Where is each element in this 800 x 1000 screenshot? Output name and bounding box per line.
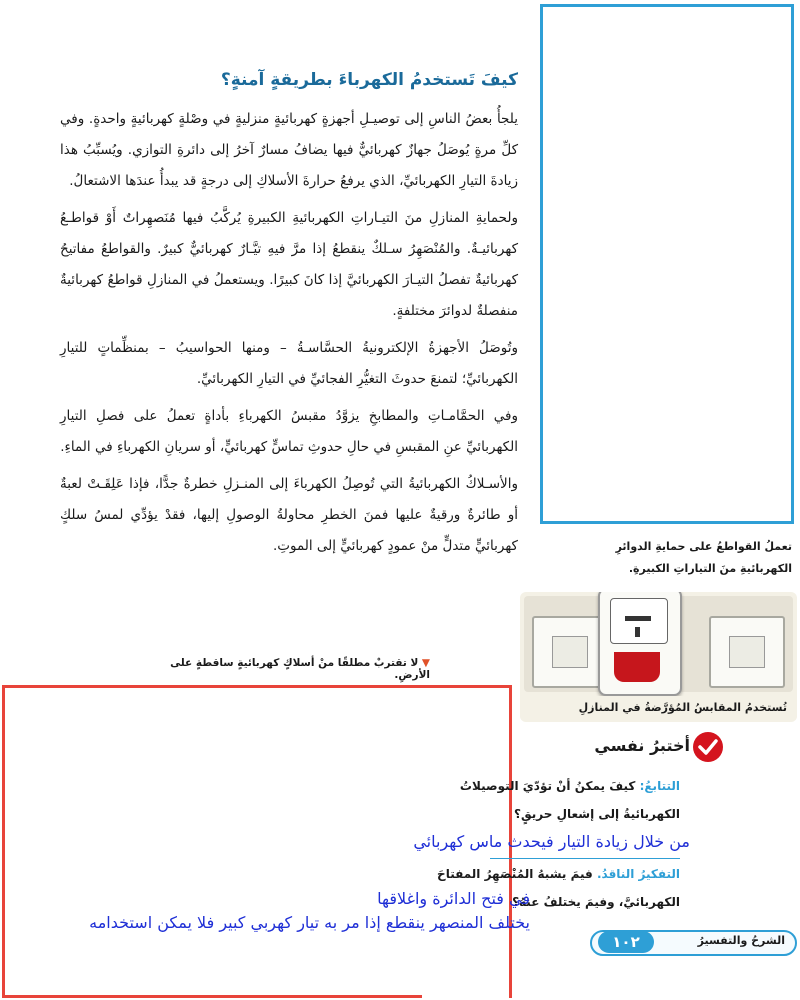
question-2-line-2: الكهربائيَّ، وفيمَ يختلفُ عنهُ؟ [512,895,680,909]
figure-caption-line-2: الكهربائيةِ منَ التياراتِ الكبيرةِ. [628,562,792,575]
section-heading: كيفَ تَستخدمُ الكهرباءَ بطريقةٍ آمنةٍ؟ [220,70,518,90]
grounded-sockets-photo [520,592,797,722]
paragraph-4: وفي الحمَّامـاتِ والمطابخِ يزوَّدُ مقبسُ الكهرباءِ بأداةٍ تعملُ على فصلِ التيارِ الكهربائيِّ عنِ المقبسِ في حالِ حدوثِ تماسٍّ كهربائيٍّ، أو سريانِ الكهرباءِ في الماءِ. [60,408,518,455]
warning-text: لا تقتربْ مطلقًا منْ أسلاكٍ كهربائيةٍ ساقطةٍ على الأرضِ. [170,657,430,681]
article-column [60,58,518,568]
answer-2-line-2-handwritten: يختلف المنصهر ينقطع إذا مر به تيار كهربي كبير فلا يمكن استخدامه [89,913,530,932]
question-1-label: التتابعُ: [639,779,680,793]
page-number: ١٠٢ [598,931,654,953]
paragraph-2: ولحمايةِ المنازلِ منَ التيـاراتِ الكهربائيةِ الكبيرةِ يُركَّبُ فيها مُنَصهِراتٌ أَوْ قواطـعُ كهربائيـةٌ. والمُنْصَهِرُ سـلكٌ ينقطعُ إذا مرَّ فيهِ تيَّـارٌ كهربائيٌّ كبيرٌ. والقواطعُ مفاتيحُ كهربائيةٌ تفصلُ التيـارَ الكهربائيَّ إذا كانَ كبيرًا. ويستعملُ في المنازلِ قواطعُ كهربائيةٌ منفصلةٌ لدوائرَ مختلفةٍ. [60,210,518,319]
paragraph-5: والأسـلاكُ الكهربائيةُ التي تُوصِلُ الكهرباءَ إلى المنـزلِ خطرةٌ جدًّا، فإذا عَلِقَـتْ لعبةٌ أو طائرةٌ ورقيةٌ عليها فمنَ الخطرِ محاولةُ الوصولِ إليها، فقدْ يؤدِّي لمسُ سلكٍ كهربائيٍّ متدلٍّ منْ عمودٍ كهربائيٍّ إلى الموتِ. [60,476,518,554]
self-test-title: أختبرُ نفسي [594,736,690,755]
sockets-image [524,596,793,692]
answer-divider [490,858,680,859]
question-2-line-1: فيمَ يشبهُ المُنْصَهِرُ المفتاحَ [437,867,593,881]
adapter-plug-icon [598,592,682,696]
question-1-line-1: كيفَ يمكنُ أنْ تؤدّيَ التوصيلاتُ [459,779,636,793]
footer-section-label: الشرحُ والتفسيرُ [697,934,785,947]
figure-caption [540,536,792,580]
paragraph-1: يلجأُ بعضُ الناسِ إلى توصيـلِ أجهزةٍ كهربائيةٍ منزليةٍ في وصْلةٍ كهربائيةٍ واحدةٍ. وفي كلِّ مرةٍ يُوصَلُ جهازٌ كهربائيٌّ فيها يضافُ مسارٌ آخرُ إلى دائرةِ التوازي. ويُسبِّبُ هذا زيادةَ التيارِ الكهربائيِّ، الذي يرفعُ حرارةَ الأسلاكِ إلى درجةٍ قد يبدأُ عندَها الاشتعالُ. [60,111,518,189]
question-1-line-2: الكهربائيةُ إلى إشعالِ حريقٍ؟ [514,807,680,821]
figure-caption-line-1: تعملُ القواطعُ على حمايةِ الدوائرِ [615,540,792,553]
answer-1-handwritten: من خلال زيادة التيار فيحدث ماس كهربائي [413,832,690,851]
answer-2-line-1-handwritten: في فتح الدائرة واغلاقها [377,889,530,908]
wall-socket-icon [709,616,785,688]
question-2-label: التفكيرُ الناقدُ. [596,867,680,881]
wall-socket-icon [532,616,608,688]
question-1 [300,772,680,828]
answer-frame-bottom [2,995,422,998]
checkmark-icon [693,732,723,762]
warning-triangle-icon: ▼ [421,657,430,669]
photo-caption: تُستخدمُ المقابسُ المُؤرَّضةُ في المنازلِ [520,696,797,720]
paragraph-3: وتُوصَلُ الأجهزةُ الإلكترونيةُ الحسَّاسـةُ – ومنها الحواسيبُ – بمنظِّماتٍ للتيارِ الكهربائيِّ؛ لتمنعَ حدوثَ التغيُّرِ الفجائيِّ في التيارِ الكهربائيِّ. [60,340,518,387]
warning-note [150,657,430,681]
figure-image-placeholder [540,4,794,524]
